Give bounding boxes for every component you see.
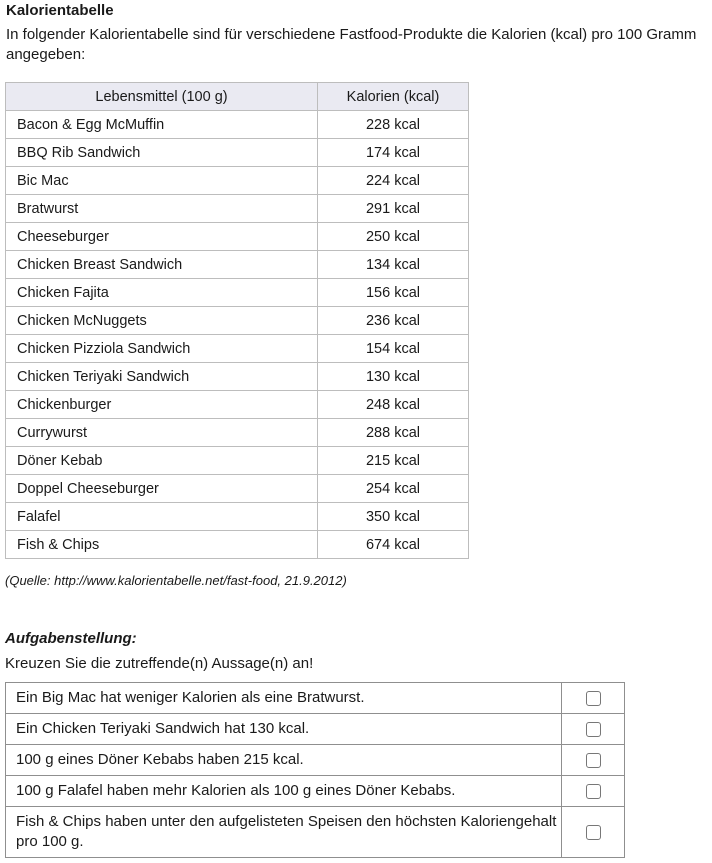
food-name-cell: BBQ Rib Sandwich [6, 139, 318, 167]
statement-text: Fish & Chips haben unter den aufgelisteten Speisen den höchsten Kaloriengehalt pro 100 g. [6, 807, 562, 858]
checkbox-5[interactable] [586, 825, 601, 840]
table-header-row [6, 83, 469, 111]
kcal-cell: 288 kcal [318, 419, 469, 447]
food-name-cell: Chicken Fajita [6, 279, 318, 307]
statement-checkbox-cell [562, 807, 625, 858]
kcal-cell: 254 kcal [318, 475, 469, 503]
statement-row [6, 745, 625, 776]
statement-row [6, 807, 625, 858]
food-name-cell: Döner Kebab [6, 447, 318, 475]
kcal-cell: 134 kcal [318, 251, 469, 279]
food-name-cell: Chicken Pizziola Sandwich [6, 335, 318, 363]
column-header-food: Lebensmittel (100 g) [6, 83, 318, 111]
table-row [6, 223, 469, 251]
food-name-cell: Chicken Breast Sandwich [6, 251, 318, 279]
table-row [6, 475, 469, 503]
column-header-kcal: Kalorien (kcal) [318, 83, 469, 111]
table-row [6, 419, 469, 447]
statement-row [6, 776, 625, 807]
kcal-cell: 215 kcal [318, 447, 469, 475]
checkbox-2[interactable] [586, 722, 601, 737]
task-instruction: Kreuzen Sie die zutreffende(n) Aussage(n) an! [5, 655, 314, 672]
kcal-cell: 154 kcal [318, 335, 469, 363]
statement-checkbox-cell [562, 745, 625, 776]
kcal-cell: 156 kcal [318, 279, 469, 307]
source-citation: (Quelle: http://www.kalorientabelle.net/fast-food, 21.9.2012) [5, 573, 347, 588]
food-name-cell: Chicken Teriyaki Sandwich [6, 363, 318, 391]
statement-text: Ein Big Mac hat weniger Kalorien als eine Bratwurst. [6, 683, 562, 714]
food-name-cell: Chicken McNuggets [6, 307, 318, 335]
food-name-cell: Chickenburger [6, 391, 318, 419]
table-row [6, 335, 469, 363]
statement-text: 100 g eines Döner Kebabs haben 215 kcal. [6, 745, 562, 776]
kcal-cell: 130 kcal [318, 363, 469, 391]
kcal-cell: 350 kcal [318, 503, 469, 531]
table-row [6, 195, 469, 223]
statement-row [6, 683, 625, 714]
statement-text: Ein Chicken Teriyaki Sandwich hat 130 kcal. [6, 714, 562, 745]
food-name-cell: Bratwurst [6, 195, 318, 223]
table-row [6, 139, 469, 167]
kcal-cell: 248 kcal [318, 391, 469, 419]
table-row [6, 363, 469, 391]
statement-row [6, 714, 625, 745]
table-row [6, 167, 469, 195]
food-name-cell: Cheeseburger [6, 223, 318, 251]
checkbox-4[interactable] [586, 784, 601, 799]
kcal-cell: 250 kcal [318, 223, 469, 251]
table-row [6, 307, 469, 335]
intro-text: In folgender Kalorientabelle sind für verschiedene Fastfood-Produkte die Kalorien (kcal) pro 100 Gramm angegeben: [6, 26, 697, 63]
food-name-cell: Bic Mac [6, 167, 318, 195]
statement-checkbox-cell [562, 776, 625, 807]
table-row [6, 251, 469, 279]
table-row [6, 531, 469, 559]
calorie-table-body [6, 111, 469, 559]
kcal-cell: 674 kcal [318, 531, 469, 559]
table-row [6, 111, 469, 139]
statement-checkbox-cell [562, 683, 625, 714]
kcal-cell: 174 kcal [318, 139, 469, 167]
task-title: Aufgabenstellung: [5, 630, 137, 647]
page-title: Kalorientabelle [6, 2, 114, 19]
statement-checkbox-cell [562, 714, 625, 745]
food-name-cell: Currywurst [6, 419, 318, 447]
statements-table [5, 682, 625, 858]
table-row [6, 447, 469, 475]
food-name-cell: Bacon & Egg McMuffin [6, 111, 318, 139]
kcal-cell: 224 kcal [318, 167, 469, 195]
table-row [6, 391, 469, 419]
table-row [6, 279, 469, 307]
food-name-cell: Fish & Chips [6, 531, 318, 559]
statement-text: 100 g Falafel haben mehr Kalorien als 100 g eines Döner Kebabs. [6, 776, 562, 807]
checkbox-3[interactable] [586, 753, 601, 768]
food-name-cell: Doppel Cheeseburger [6, 475, 318, 503]
calorie-table [5, 82, 469, 559]
kcal-cell: 291 kcal [318, 195, 469, 223]
kcal-cell: 236 kcal [318, 307, 469, 335]
food-name-cell: Falafel [6, 503, 318, 531]
table-row [6, 503, 469, 531]
checkbox-1[interactable] [586, 691, 601, 706]
kcal-cell: 228 kcal [318, 111, 469, 139]
